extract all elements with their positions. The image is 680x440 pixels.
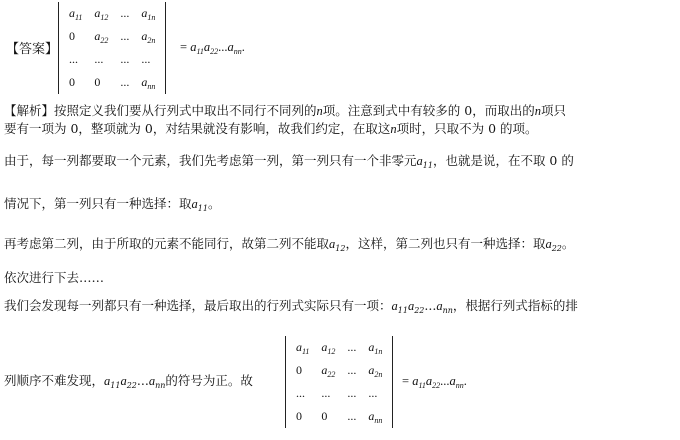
cell-dots: ... [94,52,104,66]
cell-a22: $a_{22}$ [321,363,336,379]
cell-zero: 0 [296,409,302,423]
cell-dots: ... [368,386,378,400]
analysis-line-1: 【解析】按照定义我们要从行列式中取出不同行不同列的n项。注意到式中有较多的 0，而取出的n项只 [4,103,566,118]
cell-a1n: $a_{1n}$ [141,6,156,22]
cell-a12: $a_{12}$ [321,340,336,356]
paragraph-1-cont: 情况下，第一列只有一种选择：取$a_{11}$。 [4,196,221,213]
cell-dots: ... [120,52,130,66]
cell-a12: $a_{12}$ [94,6,109,22]
cell-dots: ... [120,29,130,43]
paragraph-3: 依次进行下去…… [4,270,105,285]
cell-a11: $a_{11}$ [69,6,83,22]
paragraph-4: 我们会发现每一列都只有一种选择，最后取出的行列式实际只有一项：$a_{11}a_{22}...a_{nn}$，根据行列式指标的排 [4,298,578,315]
cell-dots: ... [347,409,357,423]
cell-dots: ... [141,52,151,66]
cell-zero: 0 [69,75,75,89]
answer-result: = $a_{11}a_{22}...a_{nn}$. [180,40,245,56]
cell-a11: $a_{11}$ [296,340,310,356]
cell-a2n: $a_{2n}$ [141,29,156,45]
cell-dots: ... [321,386,331,400]
cell-dots: ... [120,6,130,20]
conclusion-determinant [285,336,393,428]
paragraph-1: 由于，每一列都要取一个元素，我们先考虑第一列，第一列只有一个非零元$a_{11}$，也就是说，在不取 0 的 [4,153,574,170]
cell-zero: 0 [321,409,328,423]
cell-ann: $a_{nn}$ [141,75,156,91]
answer-determinant [58,2,166,94]
cell-ann: $a_{nn}$ [368,409,383,425]
cell-dots: ... [347,386,357,400]
cell-dots: ... [120,75,130,89]
cell-dots: ... [296,386,305,400]
analysis-line-2: 要有一项为 0，整项就为 0，对结果就没有影响，故我们约定，在取这n项时，只取不为 0 的项。 [4,121,538,136]
cell-dots: ... [69,52,78,66]
cell-dots: ... [347,340,357,354]
cell-a22: $a_{22}$ [94,29,109,45]
cell-zero: 0 [69,29,75,43]
answer-label: 【答案】 [6,42,59,57]
cell-zero: 0 [296,363,302,377]
paragraph-2: 再考虑第二列，由于所取的元素不能同行，故第二列不能取$a_{12}$，这样，第二列也只有一种选择：取$a_{22}$。 [4,236,575,253]
cell-dots: ... [347,363,357,377]
cell-zero: 0 [94,75,101,89]
conclusion-result: = $a_{11}a_{22}...a_{nn}$. [402,374,467,390]
cell-a1n: $a_{1n}$ [368,340,383,356]
cell-a2n: $a_{2n}$ [368,363,383,379]
paragraph-5: 列顺序不难发现，$a_{11}a_{22}...a_{nn}$的符号为正。故 [4,373,253,390]
